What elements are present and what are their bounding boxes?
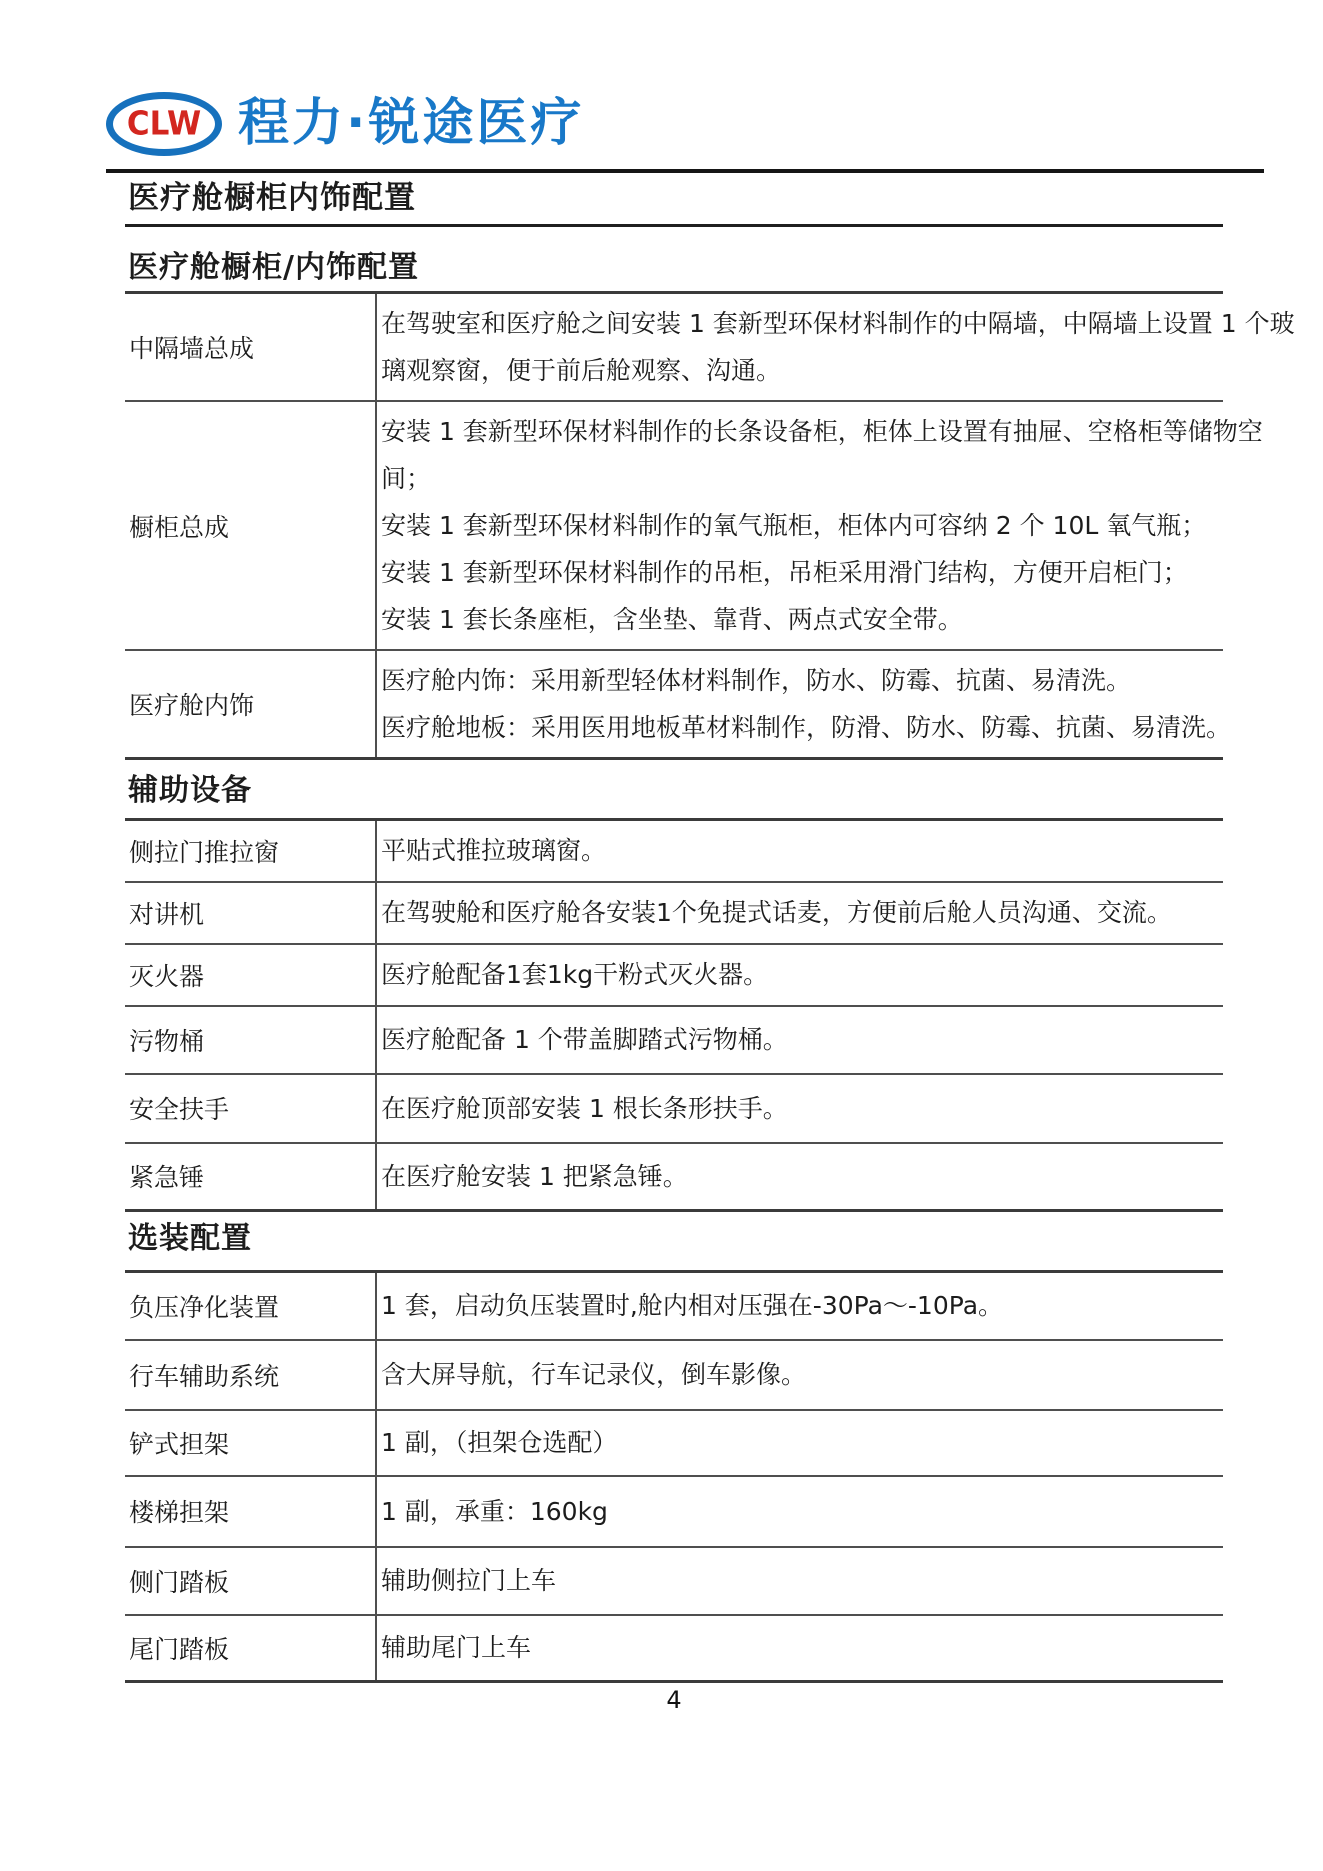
row-label: 负压净化装置 (125, 1272, 376, 1340)
value-line: 1 副，承重：160kg (381, 1496, 608, 1526)
row-value (376, 1074, 1223, 1143)
value-line: 医疗舱配备 1 个带盖脚踏式污物桶。 (381, 1025, 788, 1054)
row-label: 行车辅助系统 (125, 1340, 376, 1410)
value-line: 含大屏导航，行车记录仪，倒车影像。 (381, 1360, 807, 1389)
value-line: 安装 1 套长条座柜，含坐垫、靠背、两点式安全带。 (381, 605, 963, 634)
row-label: 中隔墙总成 (125, 293, 376, 402)
brand-name: 程力·锐途医疗 (238, 94, 585, 153)
section-title-main: 医疗舱橱柜内饰配置 (125, 181, 1223, 227)
value-line: 1 套，启动负压装置时,舱内相对压强在-30Pa～-10Pa。 (381, 1291, 1004, 1321)
value-line: 医疗舱内饰：采用新型轻体材料制作，防水、防霉、抗菌、易清洗。 (381, 666, 1132, 695)
clw-logo-icon (106, 92, 222, 156)
row-value (376, 1410, 1223, 1476)
row-value (376, 293, 1295, 402)
value-line: 医疗舱配备1套1kg干粉式灭火器。 (381, 960, 769, 989)
row-label: 安全扶手 (125, 1074, 376, 1143)
row-value (376, 1547, 1223, 1615)
letterhead (106, 92, 584, 156)
row-value (376, 1615, 1223, 1682)
table-row (125, 1006, 1223, 1074)
value-line: 在驾驶室和医疗舱之间安装 1 套新型环保材料制作的中隔墙，中隔墙上设置 1 个玻 (381, 309, 1295, 338)
table-row (125, 1547, 1223, 1615)
value-line: 1 副，（担架仓选配） (381, 1428, 618, 1457)
section-title-auxiliary: 辅助设备 (128, 773, 252, 808)
document-body (125, 180, 1295, 1683)
section-title-optional: 选装配置 (128, 1221, 252, 1256)
row-value (376, 1476, 1223, 1547)
page-number: 4 (666, 1686, 682, 1714)
row-label: 侧门踏板 (125, 1547, 376, 1615)
value-line: 安装 1 套新型环保材料制作的吊柜，吊柜采用滑门结构，方便开启柜门； (381, 558, 1188, 587)
row-value (376, 1143, 1223, 1211)
row-label: 对讲机 (125, 882, 376, 944)
value-line: 辅助尾门上车 (381, 1633, 532, 1663)
row-label: 侧拉门推拉窗 (125, 820, 376, 882)
auxiliary-spec-table (125, 818, 1223, 1212)
clw-logo-text: CLW (126, 105, 202, 143)
value-line: 安装 1 套新型环保材料制作的长条设备柜，柜体上设置有抽屉、空格柜等储物空 (381, 417, 1263, 446)
row-value (376, 1006, 1223, 1074)
row-value (376, 401, 1263, 650)
value-line: 医疗舱地板：采用医用地板革材料制作，防滑、防水、防霉、抗菌、易清洗。 (381, 713, 1232, 742)
table-row (125, 293, 1223, 402)
row-value (376, 1272, 1223, 1340)
value-line: 平贴式推拉玻璃窗。 (381, 836, 607, 866)
table-row (125, 944, 1223, 1006)
value-line: 辅助侧拉门上车 (381, 1566, 557, 1595)
row-value (376, 820, 1223, 882)
table-row (125, 650, 1223, 759)
cabinet-spec-table (125, 291, 1295, 760)
value-line: 璃观察窗，便于前后舱观察、沟通。 (381, 356, 782, 385)
optional-spec-table (125, 1270, 1223, 1683)
row-label: 灭火器 (125, 944, 376, 1006)
value-line: 间； (381, 464, 432, 493)
value-line: 安装 1 套新型环保材料制作的氧气瓶柜，柜体内可容纳 2 个 10L 氧气瓶； (381, 511, 1207, 540)
row-label: 污物桶 (125, 1006, 376, 1074)
table-row (125, 882, 1223, 944)
table-row (125, 1615, 1223, 1682)
table-row (125, 1476, 1223, 1547)
table-row (125, 1410, 1223, 1476)
row-value (376, 944, 1223, 1006)
value-line: 在驾驶舱和医疗舱各安装1个免提式话麦，方便前后舱人员沟通、交流。 (381, 898, 1172, 927)
row-label: 紧急锤 (125, 1143, 376, 1211)
row-label: 楼梯担架 (125, 1476, 376, 1547)
row-label: 尾门踏板 (125, 1615, 376, 1682)
row-value (376, 882, 1223, 944)
table-row (125, 401, 1223, 650)
row-label: 医疗舱内饰 (125, 650, 376, 759)
table-row (125, 1074, 1223, 1143)
row-label: 橱柜总成 (125, 401, 376, 650)
section-title-cabinet: 医疗舱橱柜/内饰配置 (128, 250, 419, 285)
table-row (125, 1272, 1223, 1340)
table-row (125, 1340, 1223, 1410)
table-row (125, 820, 1223, 882)
table-row (125, 1143, 1223, 1211)
row-value (376, 1340, 1223, 1410)
value-line: 在医疗舱顶部安装 1 根长条形扶手。 (381, 1093, 788, 1123)
row-value (376, 650, 1232, 759)
row-label: 铲式担架 (125, 1410, 376, 1476)
value-line: 在医疗舱安装 1 把紧急锤。 (381, 1161, 688, 1191)
header-divider (106, 169, 1264, 173)
